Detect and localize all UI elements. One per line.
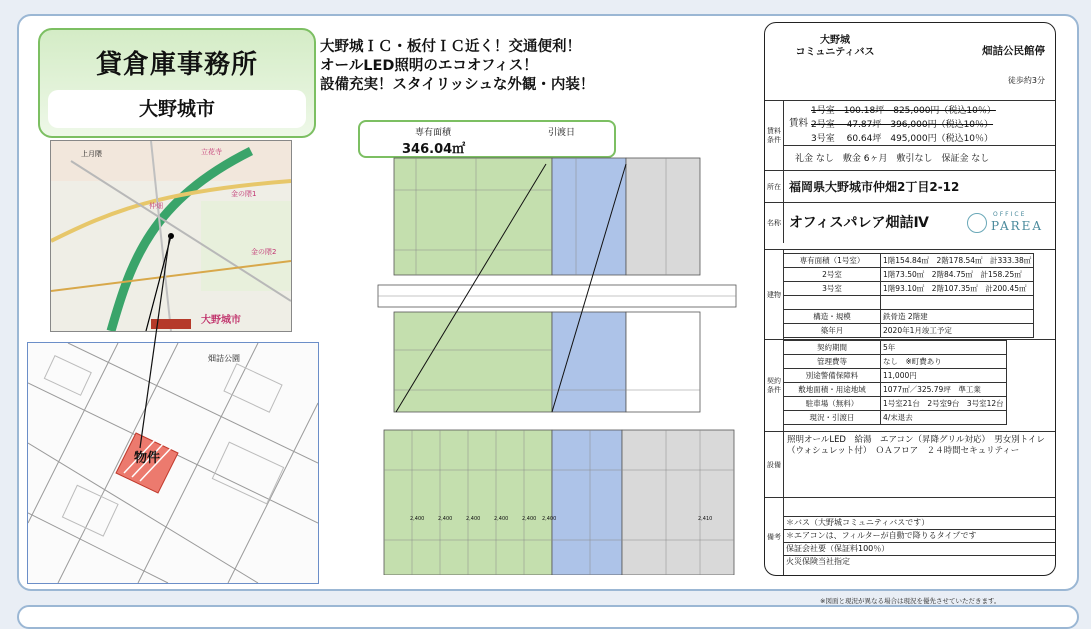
plan-dim-1: 2,400	[410, 516, 425, 522]
catch-line-3: 設備充実！スタイリッシュな外観・内装！	[320, 77, 595, 93]
plan-dim-2: 2,400	[438, 516, 453, 522]
contract-table	[783, 340, 1007, 425]
side-notes: 備考	[765, 498, 784, 576]
side-bldg: 建物	[765, 250, 784, 340]
table-row: 築年月 2020年1月竣工予定	[784, 324, 1034, 338]
logo-main: PAREA	[991, 219, 1044, 233]
rent-label: 賃料	[789, 118, 809, 129]
rent-line-1: 1号室 100.18坪 825,000円（税込10％）	[811, 106, 996, 116]
plan-dim-6: 2,400	[542, 516, 557, 522]
area-map-graphic	[51, 141, 291, 331]
park-label: 畑詰公園	[208, 354, 240, 363]
parea-logo	[963, 211, 1044, 235]
building-table	[783, 253, 1034, 338]
area-value: 346.04㎡	[402, 142, 466, 157]
table-row: 別途警備保障料 11,000円	[784, 369, 1007, 383]
page-title: 貸倉庫事務所	[95, 50, 258, 80]
address: 福岡県大野城市仲畑2丁目2-12	[789, 180, 960, 194]
note-2: ＊エアコンは、フィルターが自動で降りるタイプです	[783, 529, 1055, 542]
contract-section	[765, 339, 1055, 432]
info-panel	[764, 22, 1056, 576]
address-section	[765, 170, 1055, 203]
bus-name	[785, 35, 885, 59]
bottom-strip	[17, 605, 1079, 629]
plan-dim-3: 2,400	[466, 516, 481, 522]
table-row: 2号室 1階73.50㎡ 2階84.75㎡ 計158.25㎡	[784, 268, 1034, 282]
catchphrases	[320, 38, 594, 95]
note-4: 火災保険当社指定	[783, 555, 1055, 568]
map-label-city: 大野城市	[201, 315, 241, 326]
table-row: 敷地面積・用途地域 1077㎡／325.79坪 準工業	[784, 383, 1007, 397]
name-section	[765, 202, 1055, 243]
map-label-nakahata: 仲畑	[149, 202, 163, 210]
footnote: ※図面と現況が異なる場合は現況を優先させていただきます。	[820, 597, 1001, 605]
rent-line-2: 2号室 47.87坪 396,000円（税込10％）	[811, 120, 994, 130]
bus-name-line2: コミュニティバス	[795, 47, 875, 58]
parea-mark-icon	[967, 213, 987, 233]
rent-line-3: 3号室 60.64坪 495,000円（税込10％）	[811, 134, 994, 144]
logo-sub: OFFICE	[993, 211, 1027, 218]
notes-section	[765, 497, 1055, 576]
floor-plan-graphic	[376, 150, 738, 575]
map-label-kamitsukigu: 上月隈	[81, 150, 102, 158]
note-3: 保証会社要（保証料100％）	[783, 542, 1055, 555]
map-label-tachibana: 立花寺	[201, 148, 222, 156]
note-1: ＊バス（大野城コミュニティバスです）	[783, 516, 1055, 529]
table-row: 契約期間 5年	[784, 341, 1007, 355]
area-label: 専有面積	[415, 128, 452, 138]
bus-name-line1: 大野城	[820, 35, 850, 46]
table-row: 専有面積（1号室） 1階154.84㎡ 2階178.54㎡ 計333.38㎡	[784, 254, 1034, 268]
table-row: 構造・規模 鉄骨造 2階建	[784, 310, 1034, 324]
equipment-text: 照明オールLED 給湯 エアコン（昇降グリル対応） 男女別トイレ（ウォシュレット付） ＯＡフロア ２４時間セキュリティー	[787, 435, 1045, 456]
table-row: 現況・引渡日 4/末退去	[784, 411, 1007, 425]
side-equip: 設備	[765, 432, 784, 498]
side-rent: 賃料条件	[765, 101, 784, 171]
building-section	[765, 249, 1055, 340]
table-row: 3号室 1階93.10㎡ 2階107.35㎡ 計200.45㎡	[784, 282, 1034, 296]
handover-label: 引渡日	[548, 128, 576, 138]
title-box	[38, 28, 316, 138]
rent-section	[765, 100, 1055, 171]
floor-plan	[376, 150, 738, 575]
bus-walk: 徒歩約3分	[1007, 76, 1045, 85]
property-name: オフィスパレア畑詰Ⅳ	[789, 215, 929, 231]
deposit-line: 礼金 なし 敷金 6ヶ月 敷引なし 保証金 なし	[795, 154, 990, 164]
table-row	[784, 296, 1034, 310]
detail-map-graphic	[28, 343, 318, 583]
table-row: 管理費等 なし ※町費あり	[784, 355, 1007, 369]
catch-line-2: オールLED照明のエコオフィス！	[320, 58, 538, 74]
area-map	[50, 140, 292, 332]
equipment-section	[765, 431, 1055, 498]
plan-dim-4: 2,400	[494, 516, 509, 522]
side-name: 名称	[765, 203, 784, 243]
property-marker-label: 物件	[134, 451, 161, 466]
table-row: 駐車場（無料） 1号室21台 2号室9台 3号室12台	[784, 397, 1007, 411]
catch-line-1: 大野城ＩＣ・板付ＩＣ近く！交通便利！	[320, 39, 581, 55]
map-label-kanenokuma2: 金の隈2	[251, 248, 277, 256]
bus-section	[765, 23, 1055, 100]
plan-dim-5: 2,400	[522, 516, 537, 522]
map-label-kanenokuma1: 金の隈1	[231, 190, 257, 198]
bus-stop: 畑詰公民館停	[982, 45, 1045, 57]
side-contract: 契約条件	[765, 340, 784, 432]
side-addr: 所在	[765, 171, 784, 203]
city-label: 大野城市	[48, 90, 306, 128]
plan-dim-7: 2,410	[698, 516, 713, 522]
detail-map	[27, 342, 319, 584]
